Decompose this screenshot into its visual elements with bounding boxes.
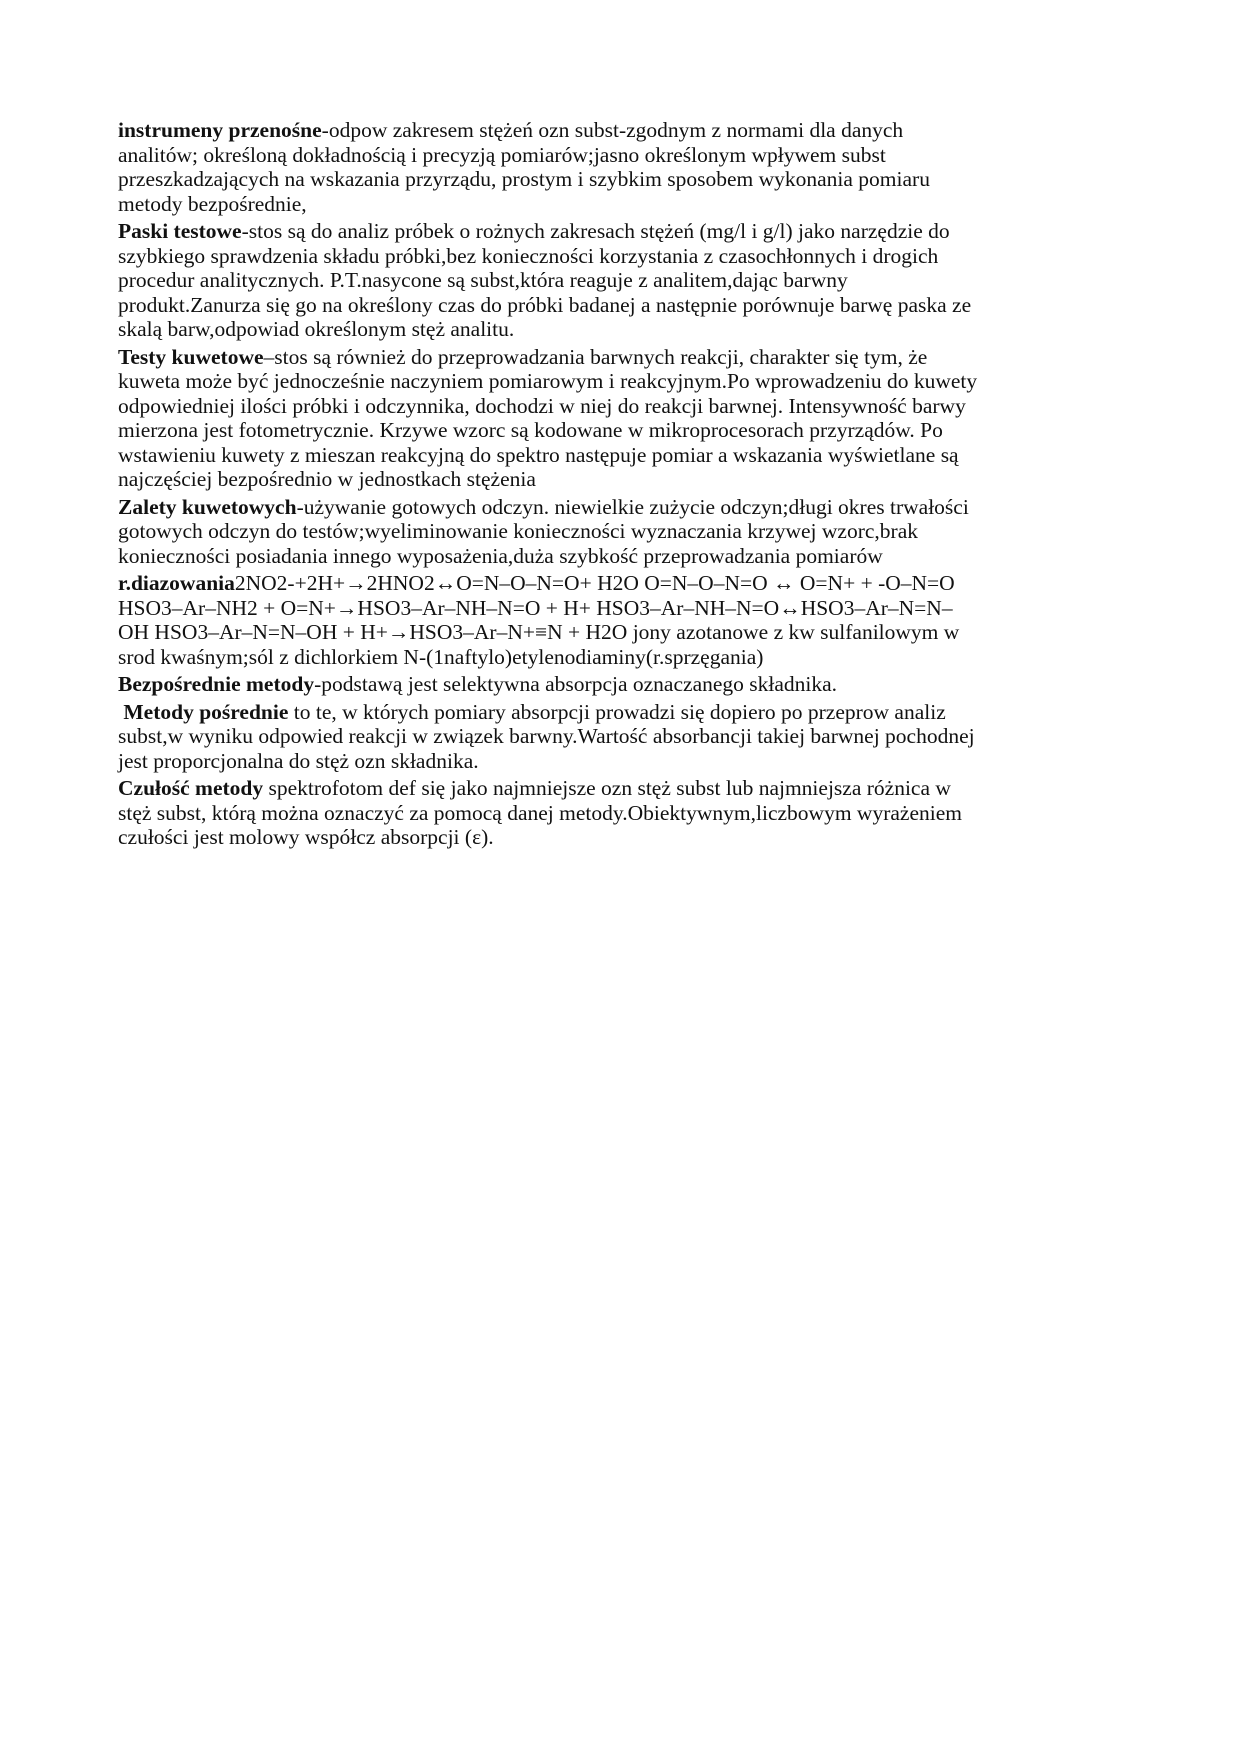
text-line: czułości jest molowy współcz absorpcji (ε). — [118, 825, 494, 849]
term-heading: Zalety kuwetowych — [118, 494, 297, 519]
paragraph-czulosc-metody — [118, 776, 1128, 850]
text-line: HSO3–Ar–NH2 + O=N+→HSO3–Ar–NH–N=O + H+ HSO3–Ar–NH–N=O↔HSO3–Ar–N=N– — [118, 595, 953, 620]
text-line: procedur analitycznych. P.T.nasycone są subst,która reaguje z analitem,dając barwny — [118, 268, 848, 292]
text-line — [118, 776, 1128, 801]
paragraph-metody-posrednie — [118, 700, 1128, 774]
text-run: –stos są również do przeprowadzania barwnych reakcji, charakter się tym, że — [263, 344, 928, 369]
term-heading: Testy kuwetowe — [118, 344, 264, 369]
term-heading: Metody pośrednie — [118, 699, 289, 724]
text-run: 2NO2-+2H+→2HNO2↔O=N–O–N=O+ H2O O=N–O–N=O ↔ O=N+ + -O–N=O — [234, 571, 955, 595]
term-heading: instrumeny przenośne — [118, 118, 322, 142]
text-run: -stos są do analiz próbek o rożnych zakresach stężeń (mg/l i g/l) jako narzędzie do — [241, 219, 950, 243]
text-line: najczęściej bezpośrednio w jednostkach stężenia — [118, 467, 536, 491]
text-line: odpowiedniej ilości próbki i odczynnika, dochodzi w niej do reakcji barwnej. Intensywność barwy — [118, 393, 966, 418]
text-run: to te, w których pomiary absorpcji prowadzi się dopiero po przeprow analiz — [288, 699, 946, 724]
paragraph-paski-testowe — [118, 219, 1128, 342]
paragraph-reakcja-diazowania — [118, 571, 1128, 669]
text-line — [118, 495, 1128, 520]
text-line: kuweta może być jednocześnie naczyniem pomiarowym i reakcyjnym.Po wprowadzeniu do kuwety — [118, 369, 978, 393]
text-run: spektrofotom def się jako najmniejsze ozn stęż subst lub najmniejsza różnica w — [263, 776, 951, 800]
text-line: szybkiego sprawdzenia składu próbki,bez konieczności korzystania z czasochłonnych i drogich — [118, 243, 939, 268]
text-line — [118, 219, 1128, 244]
text-line — [118, 672, 1128, 697]
text-line — [118, 700, 1128, 725]
text-line: analitów; określoną dokładnością i precyzją pomiarów;jasno określonym wpływem subst — [118, 142, 886, 167]
text-line: mierzona jest fotometrycznie. Krzywe wzorc są kodowane w mikroprocesorach przyrządów. Po — [118, 418, 943, 442]
paragraph-bezposrednie-metody — [118, 672, 1128, 697]
text-line: jest proporcjonalna do stęż ozn składnika. — [118, 748, 479, 773]
text-line: wstawieniu kuwety z mieszan reakcyjną do spektro następuje pomiar a wskazania wyświetlane są — [118, 442, 959, 467]
text-line: subst,w wyniku odpowied reakcji w związek barwny.Wartość absorbancji takiej barwnej pochodnej — [118, 724, 975, 748]
document-page — [118, 118, 1128, 853]
term-heading: Paski testowe — [118, 219, 242, 243]
paragraph-testy-kuwetowe — [118, 345, 1128, 492]
text-line: gotowych odczyn do testów;wyeliminowanie konieczności wyznaczania krzywej wzorc,brak — [118, 519, 918, 543]
text-line: skalą barw,odpowiad określonym stęż analitu. — [118, 317, 515, 341]
text-line: konieczności posiadania innego wyposażenia,duża szybkość przeprowadzania pomiarów — [118, 543, 883, 568]
term-heading: Czułość metody — [118, 776, 264, 800]
text-line: metody bezpośrednie, — [118, 191, 307, 216]
text-line: stęż subst, którą można oznaczyć za pomocą danej metody.Obiektywnym,liczbowym wyrażeniem — [118, 800, 962, 825]
text-run: -podstawą jest selektywna absorpcja oznaczanego składnika. — [314, 672, 838, 696]
paragraph-zalety-kuwetowych — [118, 495, 1128, 569]
text-line — [118, 345, 1128, 370]
term-heading: r.diazowania — [118, 571, 235, 595]
text-line: OH HSO3–Ar–N=N–OH + H+→HSO3–Ar–N+≡N + H2O jony azotanowe z kw sulfanilowym w — [118, 620, 960, 644]
text-run: -używanie gotowych odczyn. niewielkie zużycie odczyn;długi okres trwałości — [296, 494, 969, 519]
text-run: -odpow zakresem stężeń ozn subst-zgodnym z normami dla danych — [321, 118, 904, 142]
paragraph-instrumenty-przenosne — [118, 118, 1128, 216]
text-line — [118, 571, 1128, 596]
text-line: przeszkadzających na wskazania przyrządu, prostym i szybkim sposobem wykonania pomiaru — [118, 167, 930, 191]
text-line: produkt.Zanurza się go na określony czas do próbki badanej a następnie porównuje barwę paska ze — [118, 292, 972, 317]
text-line — [118, 118, 1128, 143]
term-heading: Bezpośrednie metody — [118, 672, 315, 696]
text-line: srod kwaśnym;sól z dichlorkiem N-(1naftylo)etylenodiaminy(r.sprzęgania) — [118, 644, 764, 669]
